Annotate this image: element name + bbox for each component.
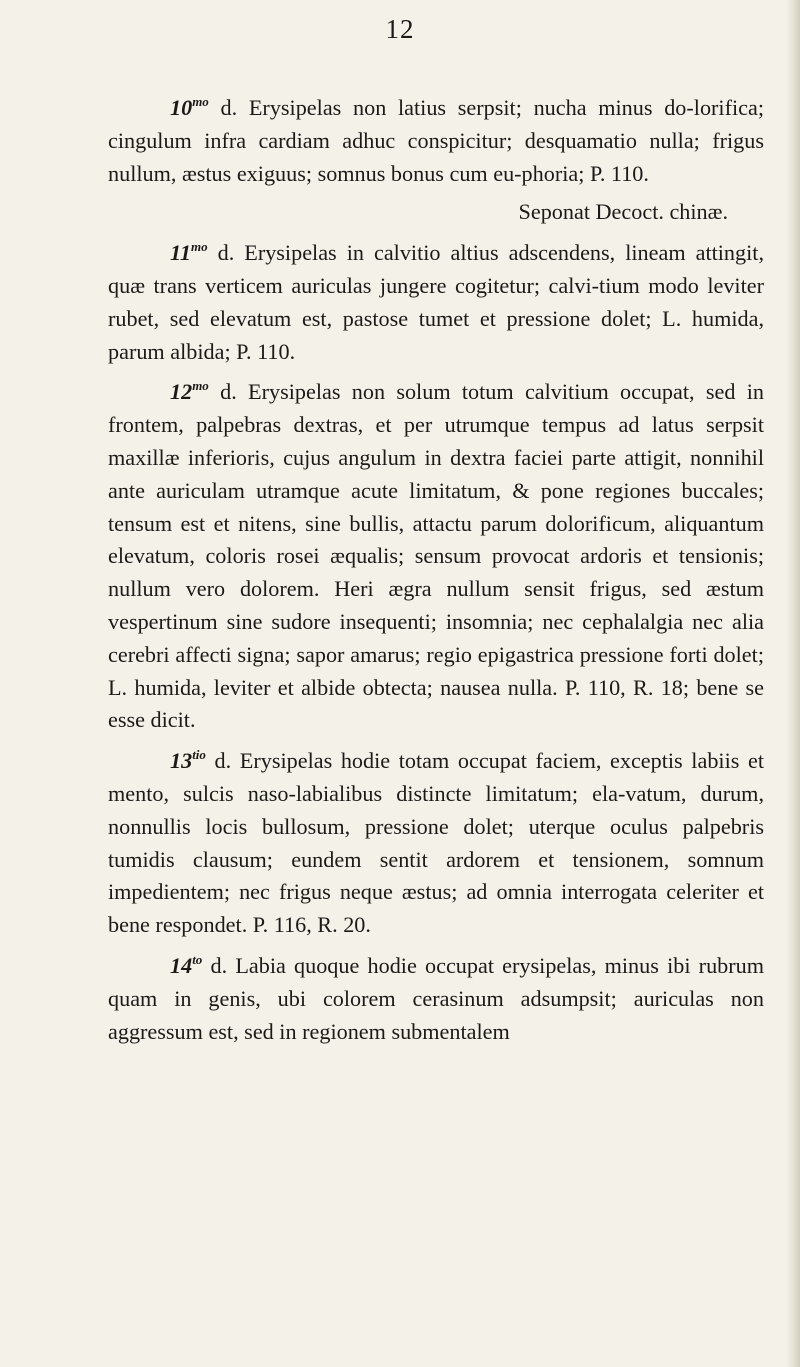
day-abbrev: d. xyxy=(207,240,235,266)
paragraph-text: Labia quoque hodie occupat erysipelas, minus ibi rubrum quam in genis, ubi colorem cerasinum adsumpsit; auriculas non aggressum est, sed in regionem submentalem xyxy=(108,952,764,1044)
day-marker xyxy=(170,748,206,773)
page-edge xyxy=(786,0,800,1367)
page-number: 12 xyxy=(385,14,415,44)
day-suffix: mo xyxy=(190,239,208,255)
day-marker xyxy=(170,240,208,265)
paragraph-text: Erysipelas in calvitio altius adscendens, lineam attingit, quæ trans verticem auriculas jungere cogitetur; calvi-tium modo leviter rubet, sed elevatum est, pastose tumet et pressione dolet; L. humida, parum albida; P. 110. xyxy=(108,240,764,364)
paragraph-text: Erysipelas non solum totum calvitium occupat, sed in frontem, palpebras dextras, et per utrumque tempus ad latus serpsit maxillæ inferioris, cujus angulum in dextra faciei parte attigit, nonnihil ante auriculam utramque acute limitatum, & pone regiones buccales; tensum est et nitens, sine bullis, attactu parum dolorificum, aliquantum elevatum, coloris rosei æqualis; sensum provocat ardoris et tensionis; nullum vero dolorem. Heri ægra nullum sensit frigus, sed æstum vespertinum sine sudore insequenti; insomnia; nec cephalalgia nec alia cerebri affecti signa; sapor amarus; regio epigastrica pressione forti dolet; L. humida, leviter et albide obtecta; nausea nulla. P. 110, R. 18; bene se esse dicit. xyxy=(108,379,764,733)
paragraph-day-12 xyxy=(108,376,764,737)
text-block xyxy=(108,92,764,1048)
day-abbrev: d. xyxy=(208,95,238,120)
day-suffix: mo xyxy=(192,94,209,109)
paragraph-text: Erysipelas hodie totam occupat faciem, exceptis labiis et mento, sulcis naso-labialibus distincte limitatum; ela-vatum, durum, nonnullis locis bullosum, pressione dolet; uterque oculus palpebris tumidis clausum; eundem sentit ardorem et tensionem, somnum impedientem; nec frigus neque æstus; ad omnia interrogata celeriter et bene respondet. P. 116, R. 20. xyxy=(108,748,765,938)
day-marker xyxy=(170,379,209,404)
day-number: 12 xyxy=(170,379,193,405)
day-number: 10 xyxy=(170,95,193,120)
paragraph-day-14 xyxy=(108,950,764,1048)
day-abbrev: d. xyxy=(208,379,237,405)
day-number: 11 xyxy=(170,240,191,266)
paragraph-text: Erysipelas non latius serpsit; nucha minus do-lorifica; cingulum infra cardiam adhuc conspicitur; desquamatio nulla; frigus nullum, æstus exiguus; somnus bonus cum eu-phoria; P. 110. xyxy=(108,95,765,186)
day-abbrev: d. xyxy=(202,952,228,978)
day-number: 14 xyxy=(170,952,193,978)
paragraph-day-10 xyxy=(108,92,764,190)
paragraph-day-13 xyxy=(108,745,764,942)
day-abbrev: d. xyxy=(205,748,232,774)
paragraph-day-11 xyxy=(108,237,764,368)
prescription-line: Seponat Decoct. chinæ. xyxy=(518,199,728,225)
day-suffix: mo xyxy=(192,378,209,394)
day-marker xyxy=(170,95,209,120)
day-suffix: tio xyxy=(192,747,206,763)
day-number: 13 xyxy=(170,748,193,774)
day-marker xyxy=(170,953,202,978)
day-suffix: to xyxy=(192,951,203,967)
